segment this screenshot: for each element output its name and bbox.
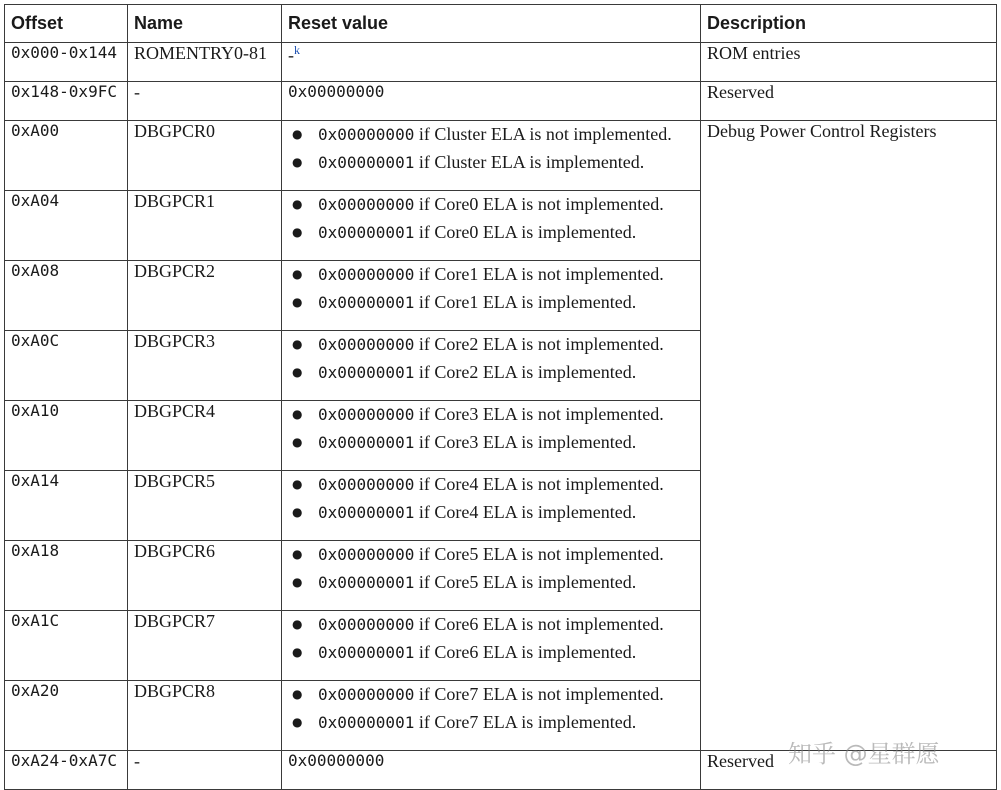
offset-cell: 0xA00 — [5, 121, 128, 191]
description-cell: ROM entries — [701, 43, 997, 82]
reset-condition: if Core3 ELA is implemented. — [414, 432, 637, 452]
reset-value-cell: 0x00000000 — [282, 751, 701, 790]
list-item — [288, 611, 694, 639]
reset-value-list — [288, 191, 694, 247]
reset-value-list — [288, 401, 694, 457]
reset-condition: if Core2 ELA is not implemented. — [414, 334, 664, 354]
offset-cell: 0xA24-0xA7C — [5, 751, 128, 790]
reset-value-cell — [282, 43, 701, 82]
list-item — [288, 149, 694, 177]
reset-condition: if Core4 ELA is not implemented. — [414, 474, 664, 494]
list-item — [288, 121, 694, 149]
header-row — [5, 5, 997, 43]
list-item — [288, 331, 694, 359]
bullet-icon: ● — [292, 127, 303, 141]
reset-condition: if Core3 ELA is not implemented. — [414, 404, 664, 424]
description-cell: Reserved — [701, 751, 997, 790]
reset-condition: if Core1 ELA is implemented. — [414, 292, 637, 312]
name-cell: - — [128, 751, 282, 790]
bullet-icon: ● — [292, 197, 303, 211]
name-cell: DBGPCR2 — [128, 261, 282, 331]
reset-value-list — [288, 681, 694, 737]
reset-hex-value: 0x00000000 — [318, 265, 415, 284]
reset-hex-value: 0x00000000 — [318, 125, 415, 144]
name-cell: ROMENTRY0-81 — [128, 43, 282, 82]
reset-value-list — [288, 611, 694, 667]
reset-hex-value: 0x00000001 — [318, 153, 415, 172]
table-row — [5, 43, 997, 82]
name-cell: DBGPCR8 — [128, 681, 282, 751]
list-item — [288, 709, 694, 737]
reset-hex-value: 0x00000000 — [318, 195, 415, 214]
reset-condition: if Core0 ELA is not implemented. — [414, 194, 664, 214]
list-item — [288, 401, 694, 429]
bullet-icon: ● — [292, 617, 303, 631]
reset-condition: if Cluster ELA is not implemented. — [414, 124, 672, 144]
reset-condition: if Core7 ELA is implemented. — [414, 712, 637, 732]
reset-value-cell — [282, 401, 701, 471]
offset-cell: 0xA14 — [5, 471, 128, 541]
list-item — [288, 541, 694, 569]
bullet-icon: ● — [292, 547, 303, 561]
reset-value-cell — [282, 471, 701, 541]
reset-value-list — [288, 541, 694, 597]
table-row — [5, 82, 997, 121]
reset-condition: if Core2 ELA is implemented. — [414, 362, 637, 382]
reset-condition: if Core5 ELA is implemented. — [414, 572, 637, 592]
reset-value-text: - — [288, 45, 294, 65]
reset-hex-value: 0x00000000 — [318, 615, 415, 634]
reset-hex-value: 0x00000001 — [318, 223, 415, 242]
reset-condition: if Core6 ELA is implemented. — [414, 642, 637, 662]
bullet-icon: ● — [292, 407, 303, 421]
reset-value-list — [288, 261, 694, 317]
list-item — [288, 191, 694, 219]
register-table — [4, 4, 997, 790]
reset-hex-value: 0x00000001 — [318, 363, 415, 382]
bullet-icon: ● — [292, 365, 303, 379]
table-row — [5, 121, 997, 191]
bullet-icon: ● — [292, 155, 303, 169]
offset-cell: 0xA20 — [5, 681, 128, 751]
reset-condition: if Core1 ELA is not implemented. — [414, 264, 664, 284]
list-item — [288, 569, 694, 597]
reset-hex-value: 0x00000000 — [318, 685, 415, 704]
name-cell: DBGPCR3 — [128, 331, 282, 401]
reset-condition: if Cluster ELA is implemented. — [414, 152, 645, 172]
offset-cell: 0xA08 — [5, 261, 128, 331]
list-item — [288, 219, 694, 247]
header-description: Description — [701, 5, 997, 43]
reset-hex-value: 0x00000001 — [318, 713, 415, 732]
reset-value-cell — [282, 191, 701, 261]
header-reset-value: Reset value — [282, 5, 701, 43]
reset-condition: if Core4 ELA is implemented. — [414, 502, 637, 522]
list-item — [288, 639, 694, 667]
description-cell: Debug Power Control Registers — [701, 121, 997, 751]
reset-hex-value: 0x00000001 — [318, 433, 415, 452]
name-cell: DBGPCR7 — [128, 611, 282, 681]
list-item — [288, 681, 694, 709]
bullet-icon: ● — [292, 295, 303, 309]
bullet-icon: ● — [292, 575, 303, 589]
reset-hex-value: 0x00000000 — [318, 475, 415, 494]
name-cell: DBGPCR5 — [128, 471, 282, 541]
reset-hex-value: 0x00000000 — [318, 335, 415, 354]
reset-hex-value: 0x00000000 — [318, 405, 415, 424]
name-cell: DBGPCR0 — [128, 121, 282, 191]
description-cell: Reserved — [701, 82, 997, 121]
bullet-icon: ● — [292, 715, 303, 729]
reset-hex-value: 0x00000001 — [318, 643, 415, 662]
reset-hex-value: 0x00000001 — [318, 503, 415, 522]
list-item — [288, 261, 694, 289]
list-item — [288, 359, 694, 387]
bullet-icon: ● — [292, 435, 303, 449]
list-item — [288, 429, 694, 457]
watermark: 知乎 @星群愿 — [788, 740, 940, 768]
reset-value-cell — [282, 331, 701, 401]
reset-value-cell — [282, 261, 701, 331]
footnote-link[interactable]: k — [294, 43, 300, 57]
reset-value-cell — [282, 121, 701, 191]
bullet-icon: ● — [292, 687, 303, 701]
reset-condition: if Core0 ELA is implemented. — [414, 222, 637, 242]
offset-cell: 0xA04 — [5, 191, 128, 261]
bullet-icon: ● — [292, 225, 303, 239]
name-cell: DBGPCR4 — [128, 401, 282, 471]
offset-cell: 0xA1C — [5, 611, 128, 681]
list-item — [288, 289, 694, 317]
offset-cell: 0xA18 — [5, 541, 128, 611]
reset-value-list — [288, 331, 694, 387]
name-cell: DBGPCR1 — [128, 191, 282, 261]
list-item — [288, 499, 694, 527]
reset-value-cell — [282, 611, 701, 681]
list-item — [288, 471, 694, 499]
name-cell: - — [128, 82, 282, 121]
bullet-icon: ● — [292, 337, 303, 351]
reset-hex-value: 0x00000001 — [318, 293, 415, 312]
reset-condition: if Core7 ELA is not implemented. — [414, 684, 664, 704]
reset-value-list — [288, 471, 694, 527]
bullet-icon: ● — [292, 505, 303, 519]
reset-condition: if Core5 ELA is not implemented. — [414, 544, 664, 564]
reset-value-list — [288, 121, 694, 177]
name-cell: DBGPCR6 — [128, 541, 282, 611]
bullet-icon: ● — [292, 267, 303, 281]
reset-value-cell: 0x00000000 — [282, 82, 701, 121]
bullet-icon: ● — [292, 477, 303, 491]
offset-cell: 0xA10 — [5, 401, 128, 471]
reset-condition: if Core6 ELA is not implemented. — [414, 614, 664, 634]
header-offset: Offset — [5, 5, 128, 43]
header-name: Name — [128, 5, 282, 43]
reset-hex-value: 0x00000000 — [318, 545, 415, 564]
bullet-icon: ● — [292, 645, 303, 659]
offset-cell: 0x148-0x9FC — [5, 82, 128, 121]
reset-value-cell — [282, 681, 701, 751]
reset-value-cell — [282, 541, 701, 611]
offset-cell: 0x000-0x144 — [5, 43, 128, 82]
offset-cell: 0xA0C — [5, 331, 128, 401]
reset-hex-value: 0x00000001 — [318, 573, 415, 592]
